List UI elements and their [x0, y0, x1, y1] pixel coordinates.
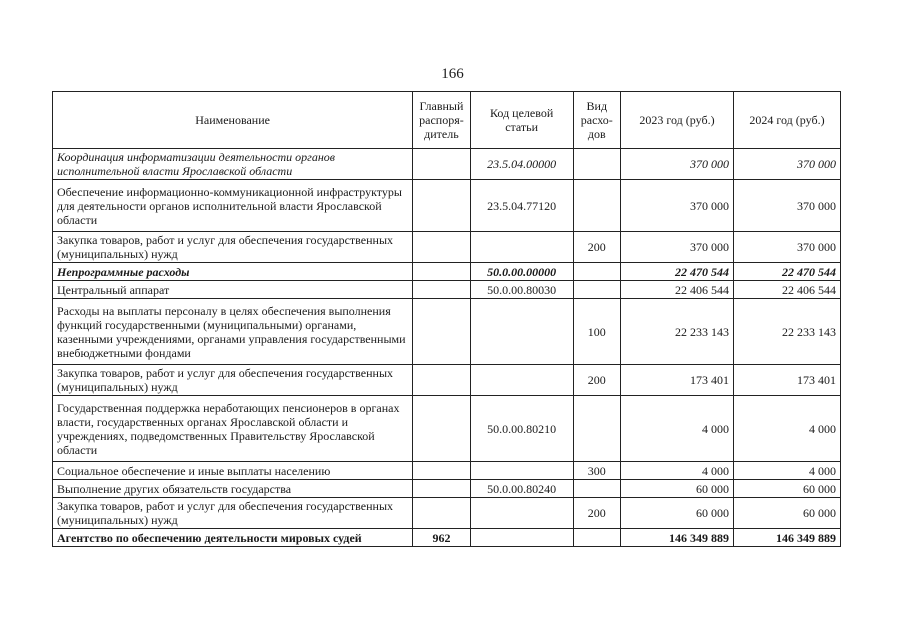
cell-name: Обеспечение информационно-коммуникационной инфраструктуры для деятельности органов исполнительной власти Ярославской области: [53, 180, 413, 232]
cell-kod: [470, 498, 573, 529]
cell-2023: 22 470 544: [621, 263, 734, 281]
cell-kod: [470, 529, 573, 547]
cell-2023: 370 000: [621, 149, 734, 180]
cell-glav: [413, 281, 471, 299]
cell-2024: 370 000: [734, 180, 841, 232]
cell-2023: 60 000: [621, 498, 734, 529]
cell-2024: 370 000: [734, 149, 841, 180]
table-row: [53, 299, 841, 365]
cell-kod: 50.0.00.80240: [470, 480, 573, 498]
cell-vid: [573, 480, 620, 498]
cell-vid: [573, 180, 620, 232]
cell-glav: [413, 232, 471, 263]
cell-kod: [470, 232, 573, 263]
table-row: [53, 529, 841, 547]
table-row: [53, 396, 841, 462]
table-header-row: [53, 92, 841, 149]
cell-kod: 50.0.00.80030: [470, 281, 573, 299]
cell-name: Непрограммные расходы: [53, 263, 413, 281]
cell-kod: 23.5.04.00000: [470, 149, 573, 180]
cell-vid: [573, 263, 620, 281]
cell-2024: 4 000: [734, 462, 841, 480]
cell-glav: [413, 462, 471, 480]
cell-glav: [413, 480, 471, 498]
cell-name: Координация информатизации деятельности органов исполнительной власти Ярославской области: [53, 149, 413, 180]
cell-glav: [413, 365, 471, 396]
cell-glav: [413, 180, 471, 232]
cell-kod: 23.5.04.77120: [470, 180, 573, 232]
cell-name: Социальное обеспечение и иные выплаты населению: [53, 462, 413, 480]
cell-name: Закупка товаров, работ и услуг для обеспечения государственных (муниципальных) нужд: [53, 232, 413, 263]
table-row: [53, 498, 841, 529]
cell-vid: 200: [573, 232, 620, 263]
cell-vid: [573, 529, 620, 547]
cell-vid: [573, 149, 620, 180]
cell-2024: 22 470 544: [734, 263, 841, 281]
cell-2023: 146 349 889: [621, 529, 734, 547]
cell-2023: 22 406 544: [621, 281, 734, 299]
table-row: [53, 149, 841, 180]
cell-2023: 370 000: [621, 180, 734, 232]
cell-glav: 962: [413, 529, 471, 547]
cell-kod: 50.0.00.00000: [470, 263, 573, 281]
header-kod: Код целевой статьи: [470, 92, 573, 149]
cell-name: Закупка товаров, работ и услуг для обеспечения государственных (муниципальных) нужд: [53, 498, 413, 529]
table-row: [53, 462, 841, 480]
cell-2023: 4 000: [621, 396, 734, 462]
table-row: [53, 281, 841, 299]
cell-2024: 173 401: [734, 365, 841, 396]
table-row: [53, 180, 841, 232]
table-row: [53, 232, 841, 263]
cell-name: Агентство по обеспечению деятельности мировых судей: [53, 529, 413, 547]
cell-glav: [413, 263, 471, 281]
cell-name: Выполнение других обязательств государства: [53, 480, 413, 498]
table-row: [53, 480, 841, 498]
header-2023: 2023 год (руб.): [621, 92, 734, 149]
cell-2023: 173 401: [621, 365, 734, 396]
cell-2023: 60 000: [621, 480, 734, 498]
header-glav: Главный распоря-дитель: [413, 92, 471, 149]
cell-2024: 370 000: [734, 232, 841, 263]
header-name: Наименование: [53, 92, 413, 149]
cell-glav: [413, 149, 471, 180]
cell-kod: 50.0.00.80210: [470, 396, 573, 462]
header-2024: 2024 год (руб.): [734, 92, 841, 149]
cell-vid: [573, 281, 620, 299]
cell-glav: [413, 299, 471, 365]
budget-table: [52, 91, 841, 547]
cell-2024: 60 000: [734, 498, 841, 529]
cell-2024: 60 000: [734, 480, 841, 498]
cell-2023: 4 000: [621, 462, 734, 480]
cell-name: Государственная поддержка неработающих пенсионеров в органах власти, государственных органах Ярославской области и учреждениях, подведомственных Правительству Ярославской области: [53, 396, 413, 462]
cell-kod: [470, 299, 573, 365]
cell-name: Центральный аппарат: [53, 281, 413, 299]
cell-2024: 22 406 544: [734, 281, 841, 299]
page-number: 166: [441, 66, 464, 82]
cell-2024: 146 349 889: [734, 529, 841, 547]
table-row: [53, 263, 841, 281]
cell-vid: 200: [573, 498, 620, 529]
cell-name: Закупка товаров, работ и услуг для обеспечения государственных (муниципальных) нужд: [53, 365, 413, 396]
cell-name: Расходы на выплаты персоналу в целях обеспечения выполнения функций государственными (муниципальными) органами, казенными учреждениями, органами управления государственными внебюджетными фондами: [53, 299, 413, 365]
cell-glav: [413, 498, 471, 529]
cell-2023: 370 000: [621, 232, 734, 263]
cell-kod: [470, 462, 573, 480]
cell-kod: [470, 365, 573, 396]
cell-2024: 22 233 143: [734, 299, 841, 365]
header-vid: Вид расхо-дов: [573, 92, 620, 149]
cell-vid: 200: [573, 365, 620, 396]
table-body: [53, 149, 841, 547]
cell-glav: [413, 396, 471, 462]
cell-2024: 4 000: [734, 396, 841, 462]
cell-2023: 22 233 143: [621, 299, 734, 365]
cell-vid: 300: [573, 462, 620, 480]
cell-vid: [573, 396, 620, 462]
cell-vid: 100: [573, 299, 620, 365]
table-row: [53, 365, 841, 396]
